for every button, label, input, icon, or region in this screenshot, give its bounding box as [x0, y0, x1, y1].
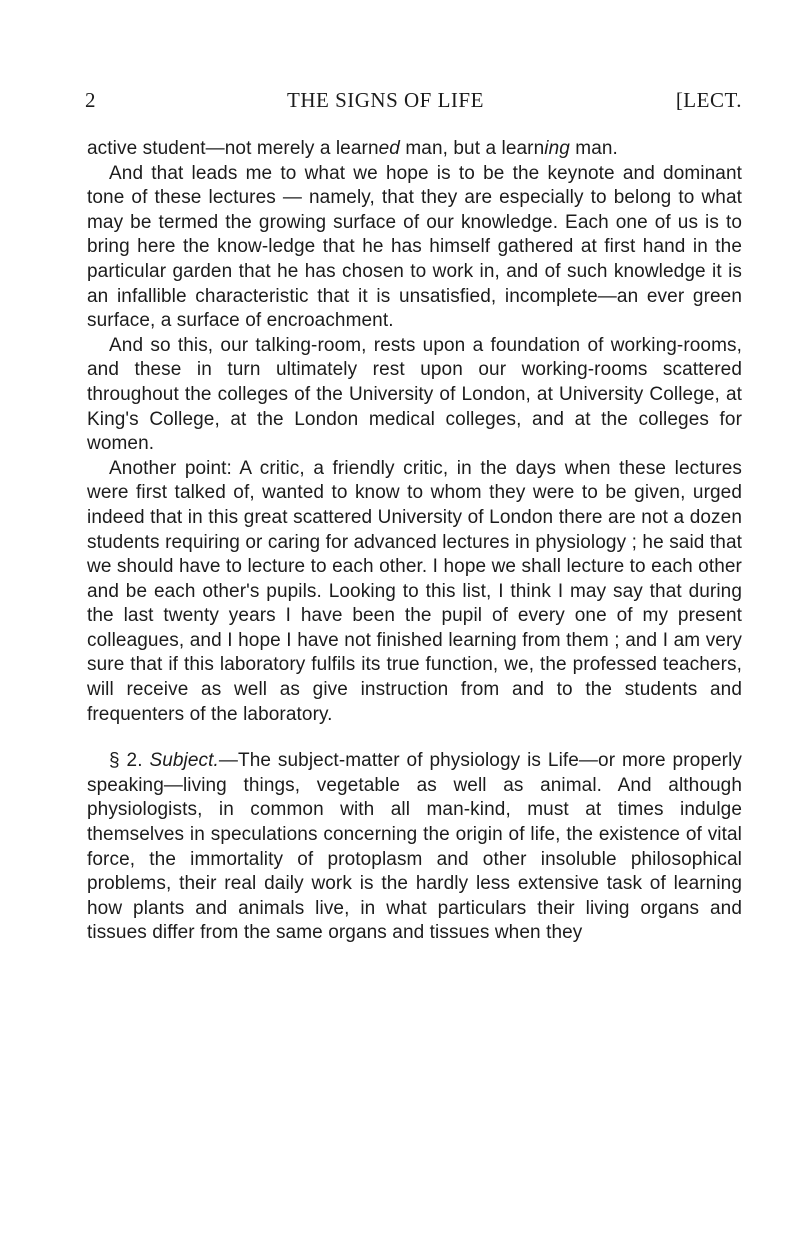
paragraph-continuation: [87, 137, 742, 162]
running-title: THE SIGNS OF LIFE: [287, 88, 484, 112]
text-run: man, but a learn: [399, 138, 545, 159]
paragraph-working-rooms: And so this, our talking-room, rests upon a foundation of working-rooms, and these in turn ultimately rest upon our working-rooms scattered throughout the colleges of the University of London, at University College, at King's College, at the London medical colleges, and at the colleges for women.: [87, 334, 742, 455]
running-head: [85, 88, 742, 124]
body-text: [87, 137, 742, 946]
paragraph-keynote: And that leads me to what we hope is to be the keynote and dominant tone of these lectures — namely, that they are especially to belong to what may be termed the growing surface of our knowledge. Each one of us is to bring here the know-ledge that he has himself gathered at first hand in the particular garden that he has chosen to work in, and of such knowledge it is an infallible characteristic that it is unsatisfied, incomplete—an ever green surface, a surface of encroachment.: [87, 162, 742, 332]
page-number: 2: [85, 88, 96, 112]
section-text: —The subject-matter of physiology is Life—or more properly speaking—living things, vegetable as well as animal. And although physiologists, in common with all man-kind, must at times indulge themselves in speculations concerning the origin of life, the existence of vital force, the immortality of protoplasm and other insoluble philosophical problems, their real daily work is the hardly less extensive task of learning how plants and animals live, in what particulars their living organs and tissues differ from the same organs and tissues when they: [87, 750, 742, 944]
paragraph-another-point: Another point: A critic, a friendly critic, in the days when these lectures were first talked of, wanted to know to whom they were to be given, urged indeed that in this great scattered University of London there are not a dozen students requiring or caring for advanced lectures in physiology ; he said that we should have to lecture to each other. I hope we shall lecture to each other and be each other's pupils. Looking to this list, I think I may say that during the last twenty years I have been the pupil of every one of my present colleagues, and I hope I have not finished learning from them ; and I am very sure that if this laboratory fulfils its true function, we, the professed teachers, will receive as well as give instruction from and to the students and frequenters of the laboratory.: [87, 457, 742, 725]
section-number: § 2.: [109, 750, 150, 772]
italic-run: ing: [544, 138, 570, 159]
section-heading: Subject.: [149, 750, 219, 772]
text-run: man.: [569, 138, 618, 159]
text-run: active student—not merely a learn: [87, 138, 379, 159]
italic-run: ed: [378, 138, 400, 159]
paragraph-section-2: [87, 749, 742, 946]
lecture-mark: [LECT.: [675, 88, 742, 112]
